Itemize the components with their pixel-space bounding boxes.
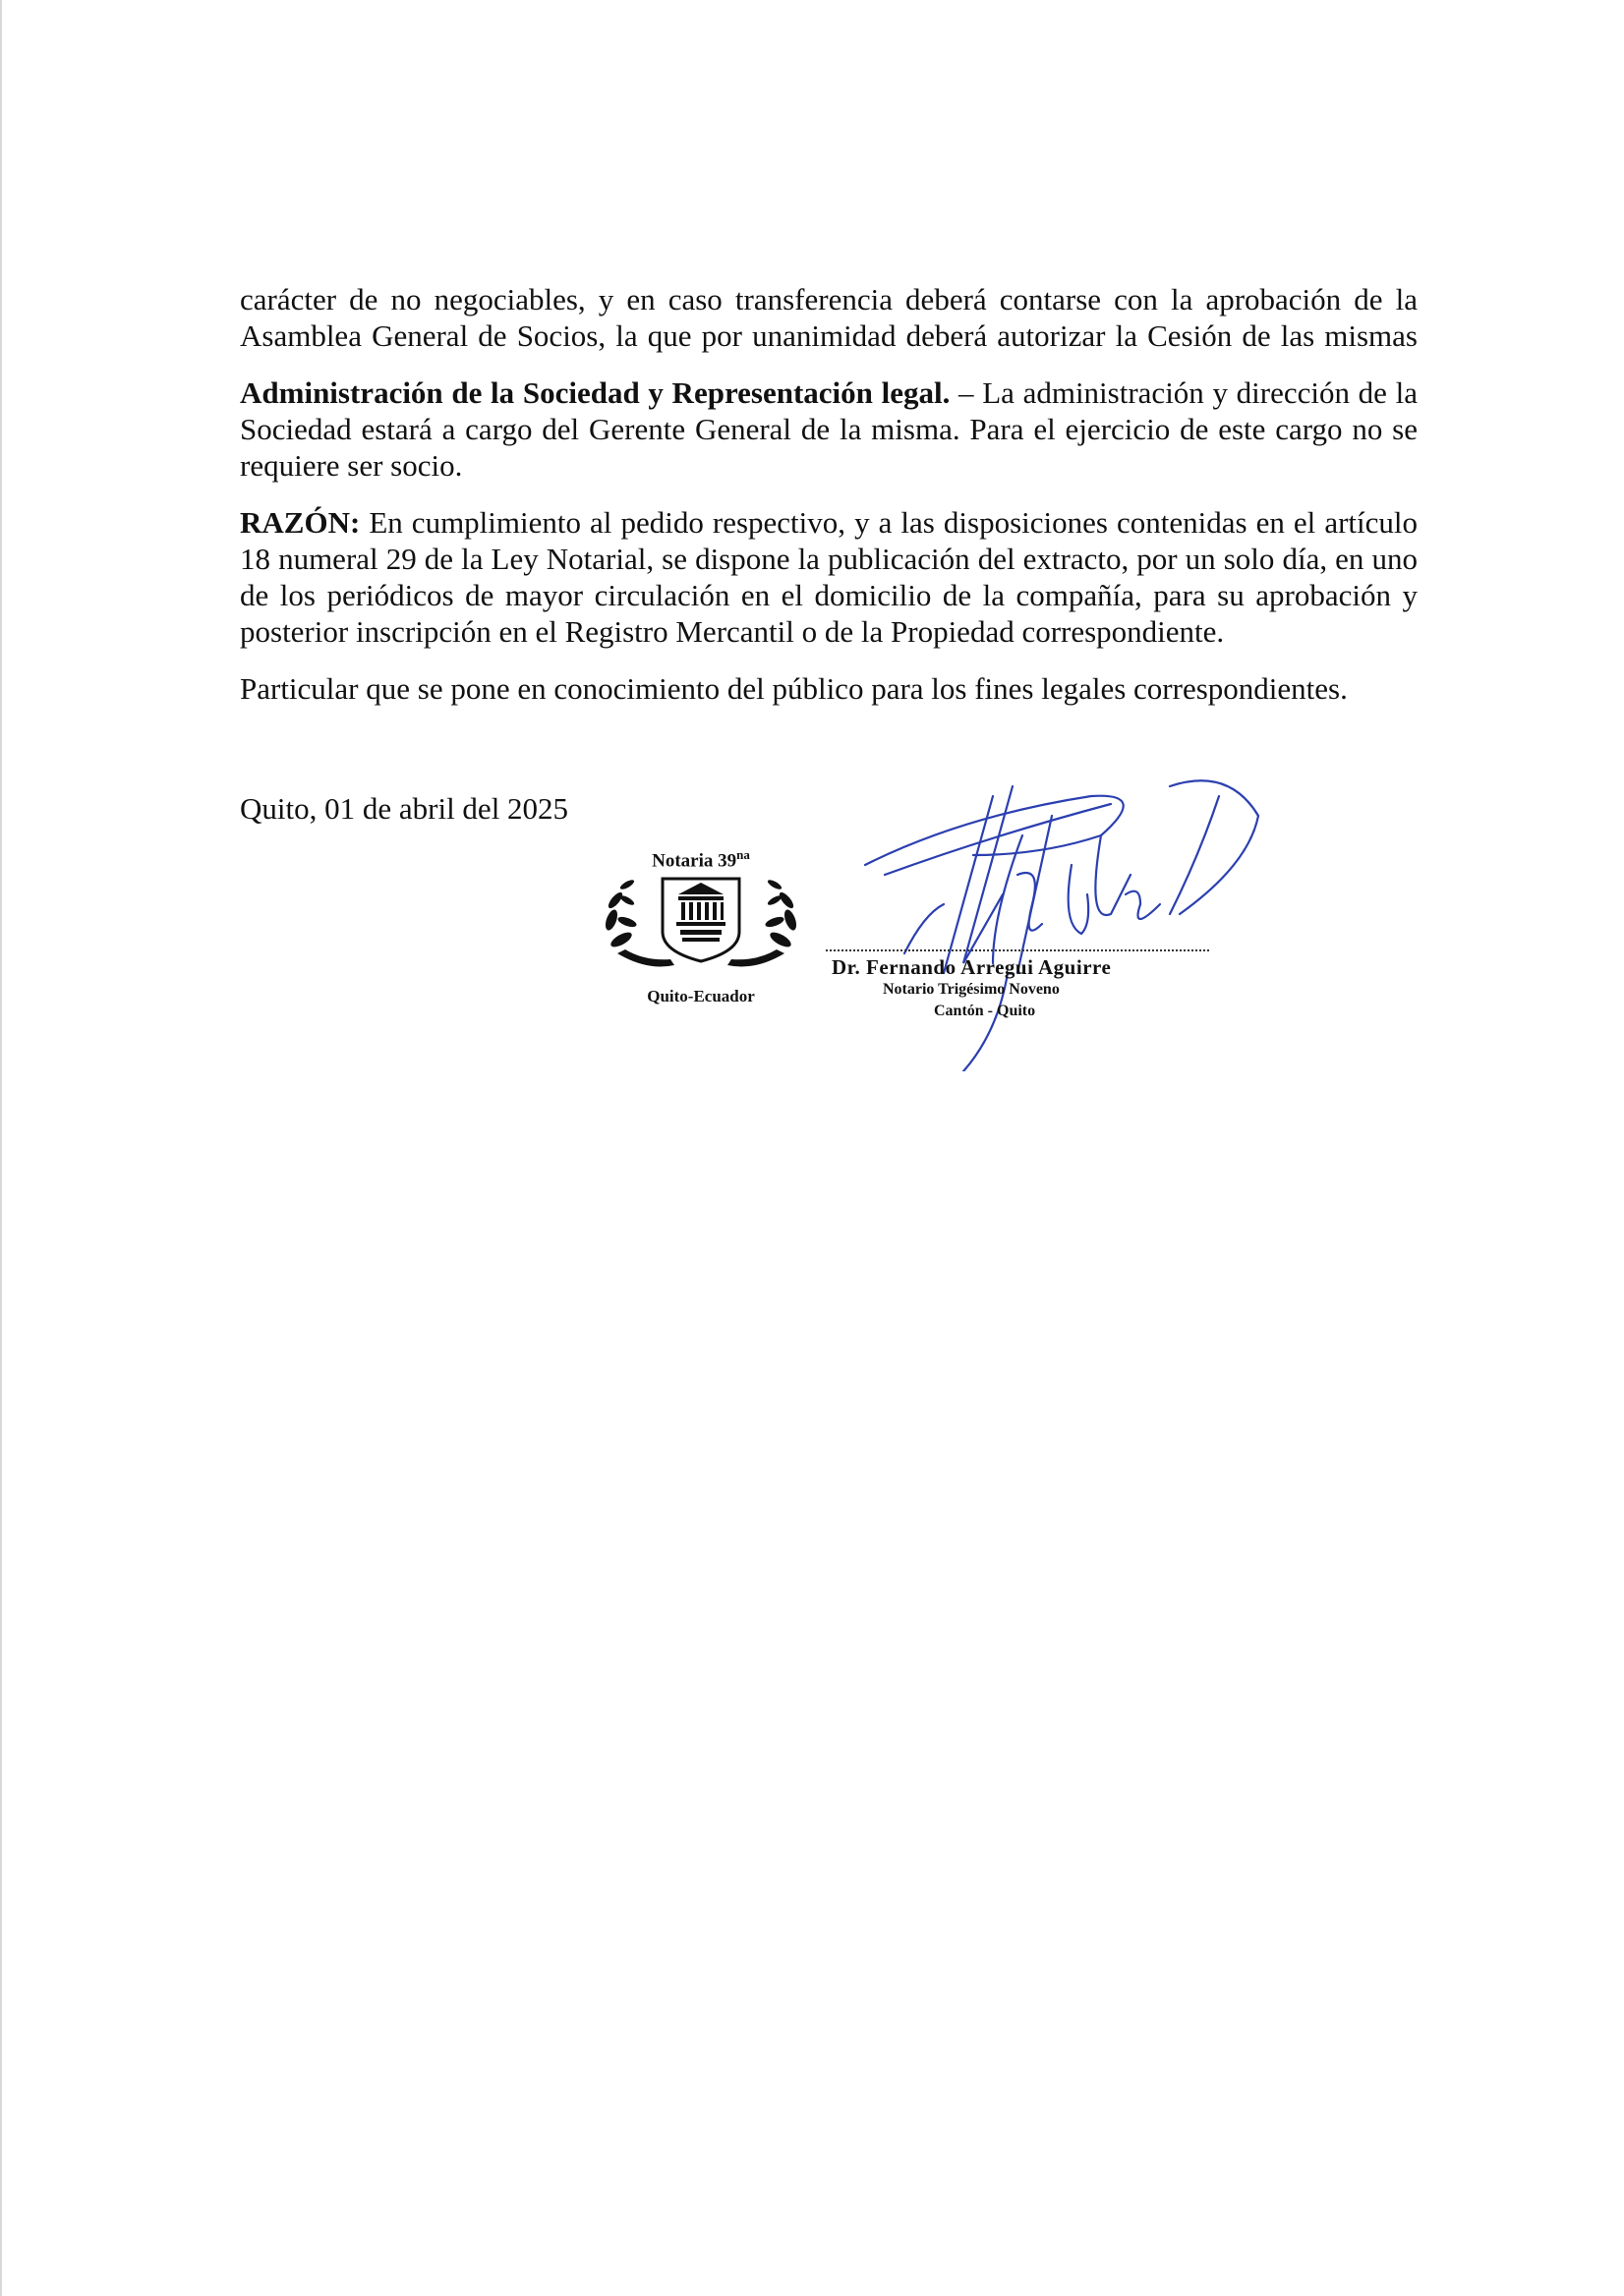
paragraph-razon [240, 504, 1418, 650]
notary-canton: Cantón - Quito [934, 1003, 1036, 1019]
notary-seal [598, 847, 804, 1014]
razon-text: En cumplimiento al pedido respectivo, y a las disposiciones contenidas en el artículo 18 numeral 29 de la Ley Notarial, se dispone la publicación del extracto, por un solo día, en uno de los periódicos de mayor circulación en el domicilio de la compañía, para su aprobación y posterior inscripción en el Registro Mercantil o de la Propiedad correspondiente. [240, 505, 1418, 649]
notary-name: Dr. Fernando Arregui Aguirre [832, 955, 1112, 979]
scan-edge [0, 0, 2, 2296]
seal-top-text: Notaria $39^{na}$ [652, 847, 750, 872]
signature-icon [845, 776, 1278, 1071]
paragraph-shares [240, 281, 1418, 354]
document-body [240, 281, 1418, 727]
administration-text: – La administración y dirección de la Sociedad estará a cargo del Gerente General de la misma. Para el ejercicio de este cargo no se requiere ser socio. [240, 375, 1418, 483]
seal-emblem-icon [598, 871, 804, 987]
administration-heading: Administración de la Sociedad y Representación legal. [240, 375, 951, 410]
paragraph-notice: Particular que se pone en conocimiento del público para los fines legales correspondientes. [240, 671, 1348, 706]
paragraph-shares-line1: carácter de no negociables, y en caso transferencia deberá contarse con la aprobación de la [240, 282, 1418, 316]
razon-heading: RAZÓN: [240, 505, 361, 540]
date-line: Quito, 01 de abril del 2025 [240, 791, 569, 826]
seal-bottom-text: Quito-Ecuador [647, 987, 755, 1005]
paragraph-shares-line2: Asamblea General de Socios, la que por unanimidad deberá autorizar la Cesión de las mismas [240, 318, 1418, 353]
signature-line [826, 949, 1209, 951]
paragraph-administration [240, 374, 1418, 484]
notary-title: Notario Trigésimo Noveno [883, 981, 1060, 998]
